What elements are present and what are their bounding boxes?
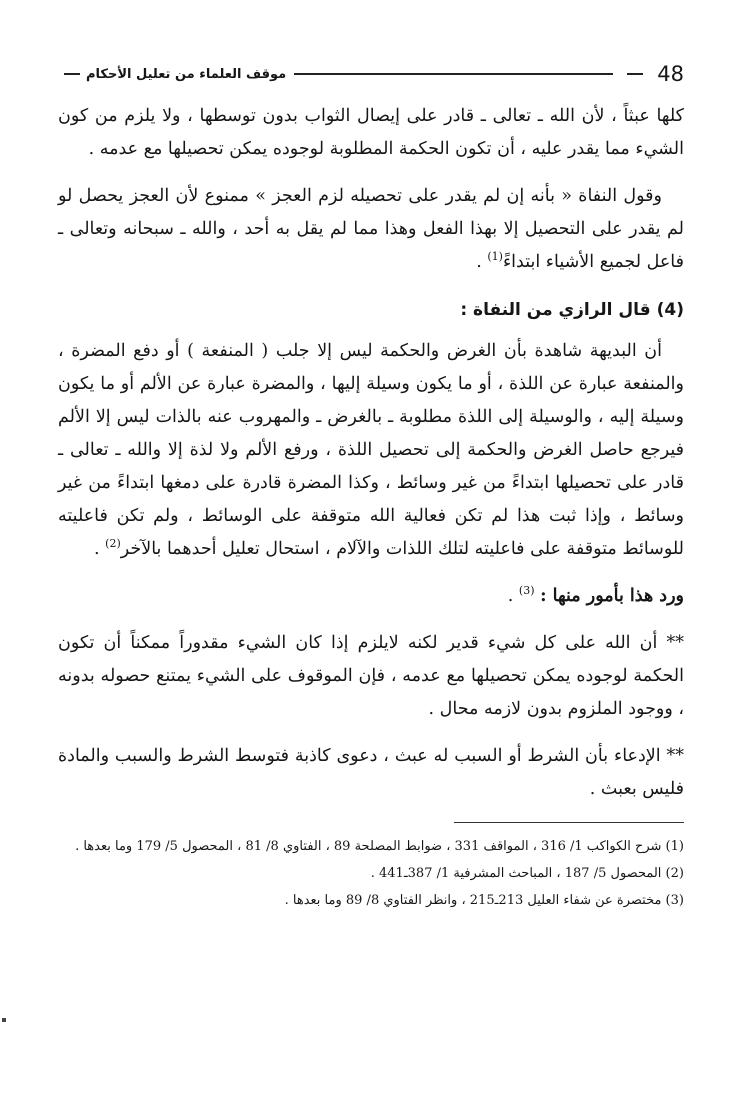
footnote-ref-3: (3) bbox=[518, 584, 535, 598]
header-dash-end bbox=[64, 73, 80, 75]
paragraph-3-text: أن البديهة شاهدة بأن الغرض والحكمة ليس إلا جلب ( المنفعة ) أو دفع المضرة ، والمنفعة عبارة عن اللذة ، أو ما يكون وسيلة إليها ، والمضرة عبارة عن الألم أو ما يكون وسيلة إليه ، والوسيلة إلى اللذة مطلوبة ـ بالغرض ـ والمهروب عنه بالذات ليس إلا الألم فيرجع حاصل الغرض والحكمة إلى تحصيل اللذة ، ورفع الألم ولا لذة إلا والله ـ تعالى ـ قادر على تحصيلها ابتداءً من غير وسائط ، وكذا المضرة قادرة على دمغها ابتداءً من غير وسائط ، وإذا ثبت هذا لم تكن فعالية الله متوقفة على الوسائط ، ولم تكن فاعليته للوسائط متوقفة على فاعليته لتلك اللذات والآلام ، استحال تعليل أحدهما بالآخر bbox=[58, 341, 684, 559]
paragraph-4-end: . bbox=[507, 586, 519, 606]
paragraph-2-text: وقول النفاة « بأنه إن لم يقدر على تحصيله لزم العجز » ممنوع لأن العجز يحصل لو لم يقدر على التحصيل إلا بهذا الفعل وهذا مما لم يقل به أحد ، والله ـ سبحانه وتعالى ـ فاعل لجميع الأشياء ابتداءً bbox=[58, 186, 684, 272]
paragraph-5: ** أن الله على كل شيء قدير لكنه لايلزم إذا كان الشيء مقدوراً ممكناً أن تكون الحكمة لوجوده يمكن تحصيلها مع عدمه ، فإن الموقوف على الشيء يمتنع حصوله بدونه ، ووجود الملزوم بدون لازمه محال . bbox=[58, 633, 684, 719]
footnote-2: (2) المحصول 5/ 187 ، المباحث المشرفية 1/ 387ـ441 . bbox=[370, 866, 684, 881]
footnote-1: (1) شرح الكواكب 1/ 316 ، المواقف 331 ، ضوابط المصلحة 89 ، الفتاوي 8/ 81 ، المحصول 5/ 179 وما بعدها . bbox=[75, 839, 684, 854]
paragraph-2 bbox=[58, 180, 684, 279]
document-page bbox=[58, 52, 684, 916]
body-text bbox=[58, 100, 684, 806]
header-dash bbox=[627, 73, 643, 75]
footnote-3: (3) مختصرة عن شفاء العليل 213ـ215 ، وانظر الفتاوي 8/ 89 وما بعدها . bbox=[284, 893, 684, 908]
running-title: موقف العلماء من تعليل الأحكام bbox=[86, 66, 287, 82]
paragraph-6: ** الإدعاء بأن الشرط أو السبب له عبث ، دعوى كاذبة فتوسط الشرط والسبب والمادة فليس بعبث . bbox=[58, 746, 684, 799]
paragraph-4-bold: ورد هذا بأمور منها : bbox=[540, 586, 684, 606]
paragraph-1: كلها عبثاً ، لأن الله ـ تعالى ـ قادر على إيصال الثواب بدون توسطها ، ولا يلزم من كون الشيء مما يقدر عليه ، أن تكون الحكمة المطلوبة لوجوده يمكن تحصيلها مع عدمه . bbox=[58, 106, 684, 159]
paragraph-2-end: . bbox=[476, 252, 488, 272]
footnote-separator bbox=[454, 822, 684, 823]
paragraph-3 bbox=[58, 335, 684, 566]
footnote-ref-1: (1) bbox=[487, 250, 503, 264]
paragraph-4 bbox=[58, 580, 684, 613]
section-heading: (4) قال الرازي من النفاة : bbox=[460, 300, 684, 320]
paragraph-3-end: . bbox=[94, 539, 106, 559]
page-number: 48 bbox=[657, 62, 684, 86]
running-header bbox=[58, 52, 684, 96]
scan-speck bbox=[2, 1018, 6, 1022]
footnotes bbox=[58, 835, 684, 912]
header-rule bbox=[294, 73, 613, 75]
footnote-ref-2: (2) bbox=[105, 537, 121, 551]
